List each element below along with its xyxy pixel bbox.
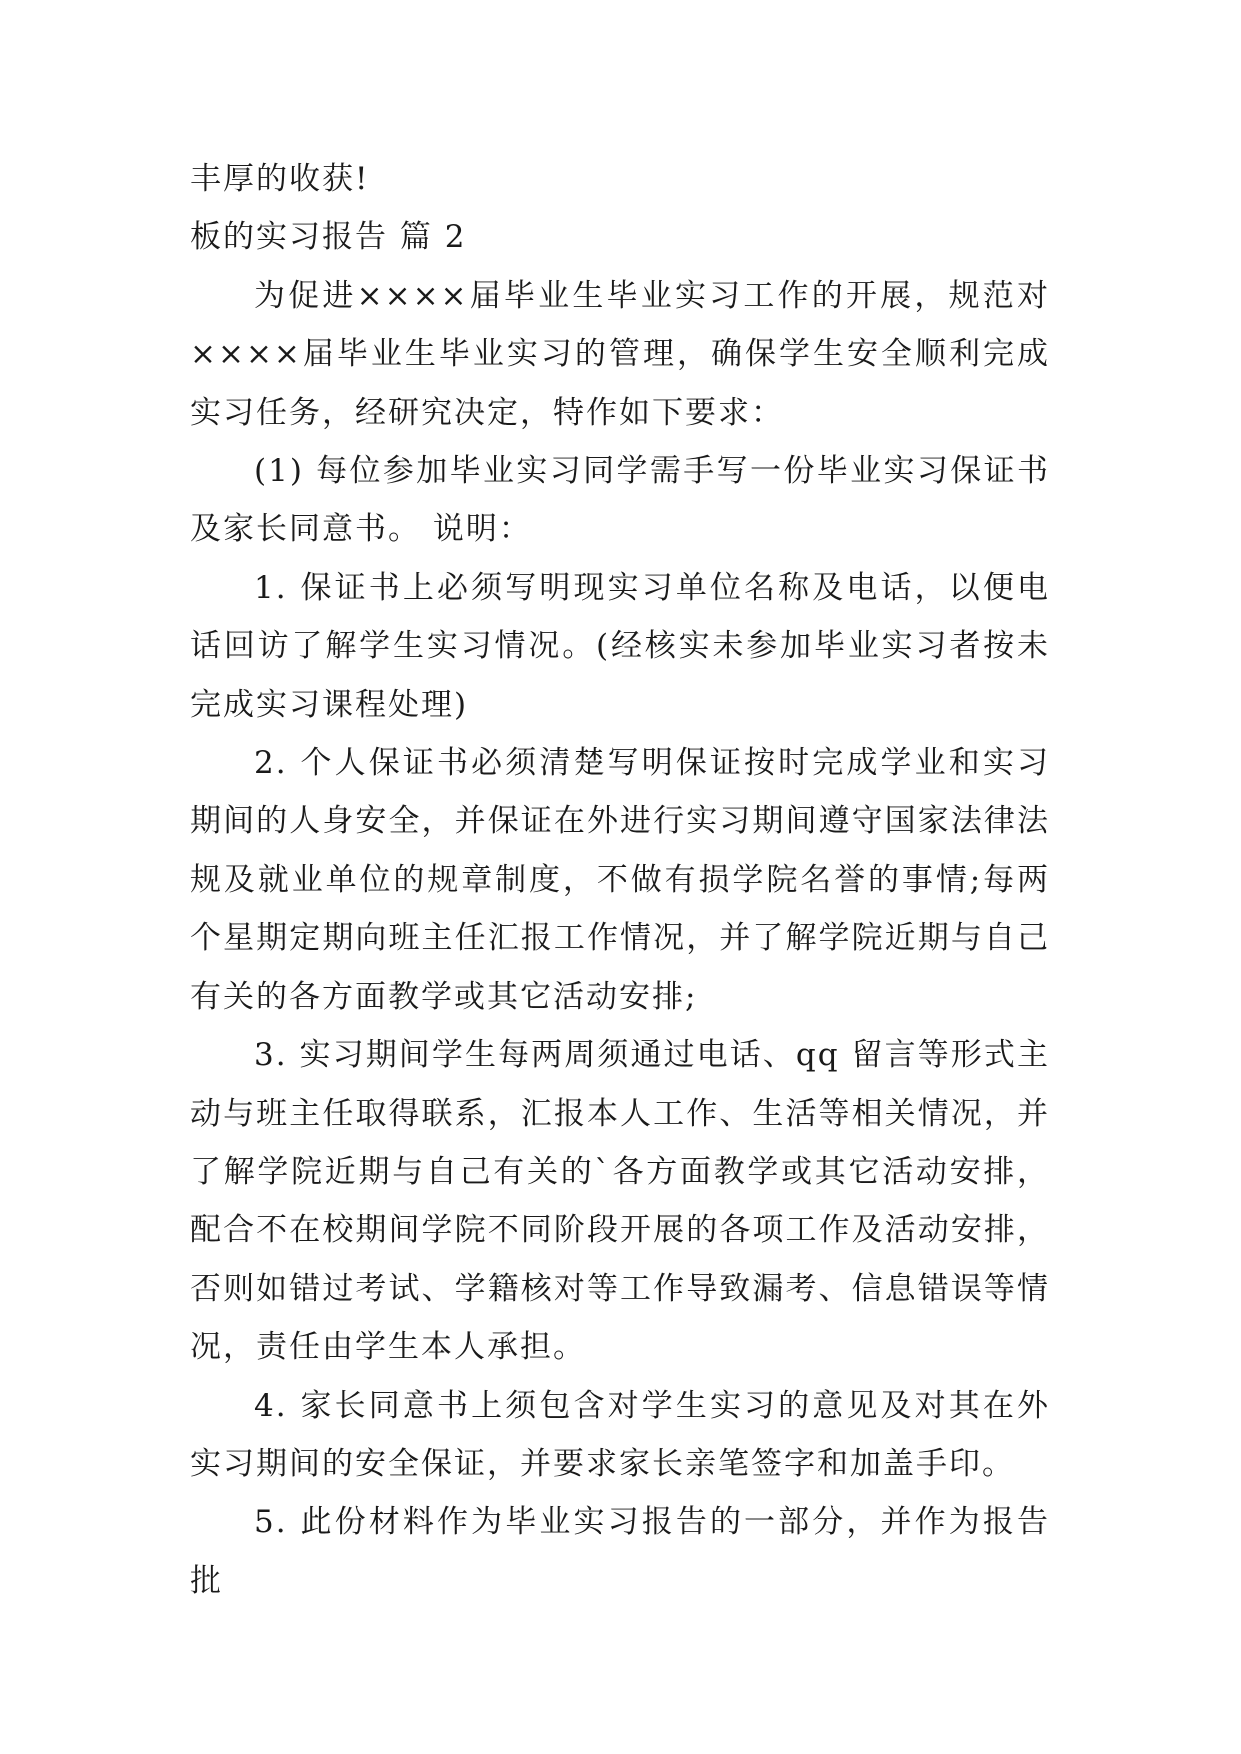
- intro-paragraph: 为促进××××届毕业生毕业实习工作的开展，规范对××××届毕业生毕业实习的管理，确保学生安全顺利完成实习任务，经研究决定，特作如下要求：: [190, 277, 1050, 431]
- lead-line: 丰厚的收获!: [190, 161, 370, 197]
- list-item: 5. 此份材料作为毕业实习报告的一部分，并作为报告批: [190, 1504, 1050, 1599]
- list-item: 1. 保证书上必须写明现实习单位名称及电话，以便电话回访了解学生实习情况。(经核实未参加毕业实习者按未完成实习课程处理): [190, 569, 1050, 723]
- requirement-paragraph: (1) 每位参加毕业实习同学需手写一份毕业实习保证书及家长同意书。 说明：: [190, 453, 1050, 548]
- section-heading: 板的实习报告 篇 2: [190, 219, 467, 256]
- list-item: 4. 家长同意书上须包含对学生实习的意见及对其在外实习期间的安全保证，并要求家长亲笔签字和加盖手印。: [190, 1387, 1050, 1482]
- list-item: 3. 实习期间学生每两周须通过电话、qq 留言等形式主动与班主任取得联系，汇报本人工作、生活等相关情况，并了解学院近期与自己有关的`各方面教学或其它活动安排，配合不在校期间学院不同阶段开展的各项工作及活动安排，否则如错过考试、学籍核对等工作导致漏考、信息错误等情况，责任由学生本人承担。: [190, 1037, 1050, 1366]
- list-item: 2. 个人保证书必须清楚写明保证按时完成学业和实习期间的人身安全，并保证在外进行实习期间遵守国家法律法规及就业单位的规章制度，不做有损学院名誉的事情;每两个星期定期向班主任汇报工作情况，并了解学院近期与自己有关的各方面教学或其它活动安排;: [190, 745, 1050, 1015]
- document-page: [190, 150, 1050, 1610]
